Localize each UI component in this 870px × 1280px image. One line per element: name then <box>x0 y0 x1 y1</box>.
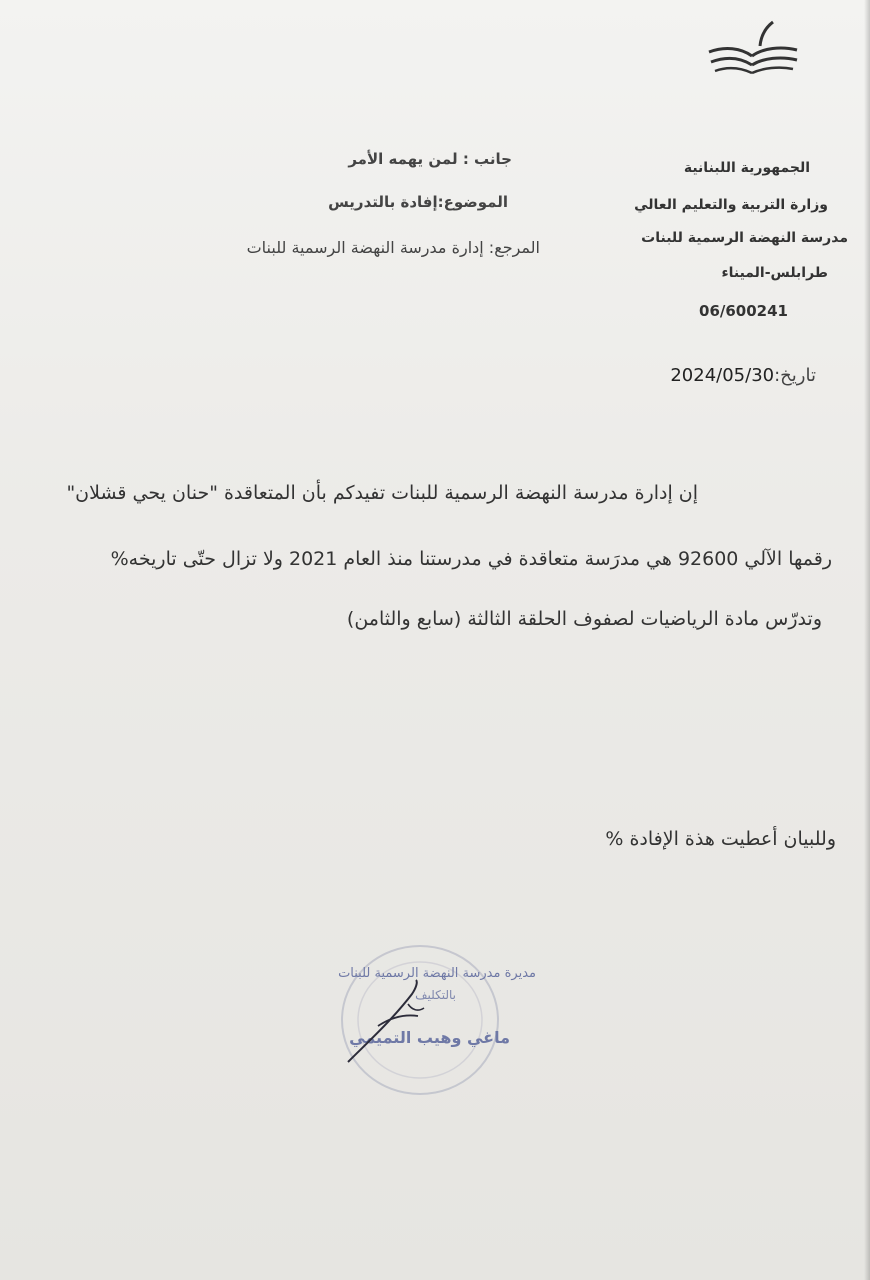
city-name: طرابلس-الميناء <box>721 265 828 281</box>
signature-name: ماغي وهيب التميمي <box>349 1028 510 1047</box>
body-line-1: إن إدارة مدرسة النهضة الرسمية للبنات تفيدكم بأن المتعاقدة "حنان يحي قشلان" <box>66 482 698 504</box>
date-line <box>670 365 816 386</box>
republic-name: الجمهورية اللبنانية <box>683 160 810 176</box>
school-phone: 06/600241 <box>699 302 788 320</box>
signature-sub: بالتكليف <box>415 988 456 1002</box>
school-name: مدرسة النهضة الرسمية للبنات <box>641 230 848 246</box>
ministry-name: وزارة التربية والتعليم العالي <box>634 197 828 213</box>
reference-line: المرجع: إدارة مدرسة النهضة الرسمية للبنات <box>246 238 540 257</box>
open-book-logo-icon <box>705 18 800 76</box>
handwritten-signature <box>300 930 550 1100</box>
signature-title: مديرة مدرسة النهضة الرسمية للبنات <box>338 966 536 981</box>
body-line-3: وتدرّس مادة الرياضيات لصفوف الحلقة الثالثة (سابع والثامن) <box>346 608 822 630</box>
subject-line: الموضوع:إفادة بالتدريس <box>328 193 508 211</box>
closing-line: وللبيان أعطيت هذة الإفادة % <box>605 828 836 850</box>
signature-block <box>300 930 550 1100</box>
body-line-2: رقمها الآلي 92600 هي مدرَسة متعاقدة في مدرستنا منذ العام 2021 ولا تزال حتّى تاريخه% <box>110 548 832 570</box>
recipient-line: جانب : لمن يهمه الأمر <box>348 150 512 168</box>
date-value: 2024/05/30 <box>670 365 775 386</box>
date-label: تاريخ: <box>774 365 816 386</box>
